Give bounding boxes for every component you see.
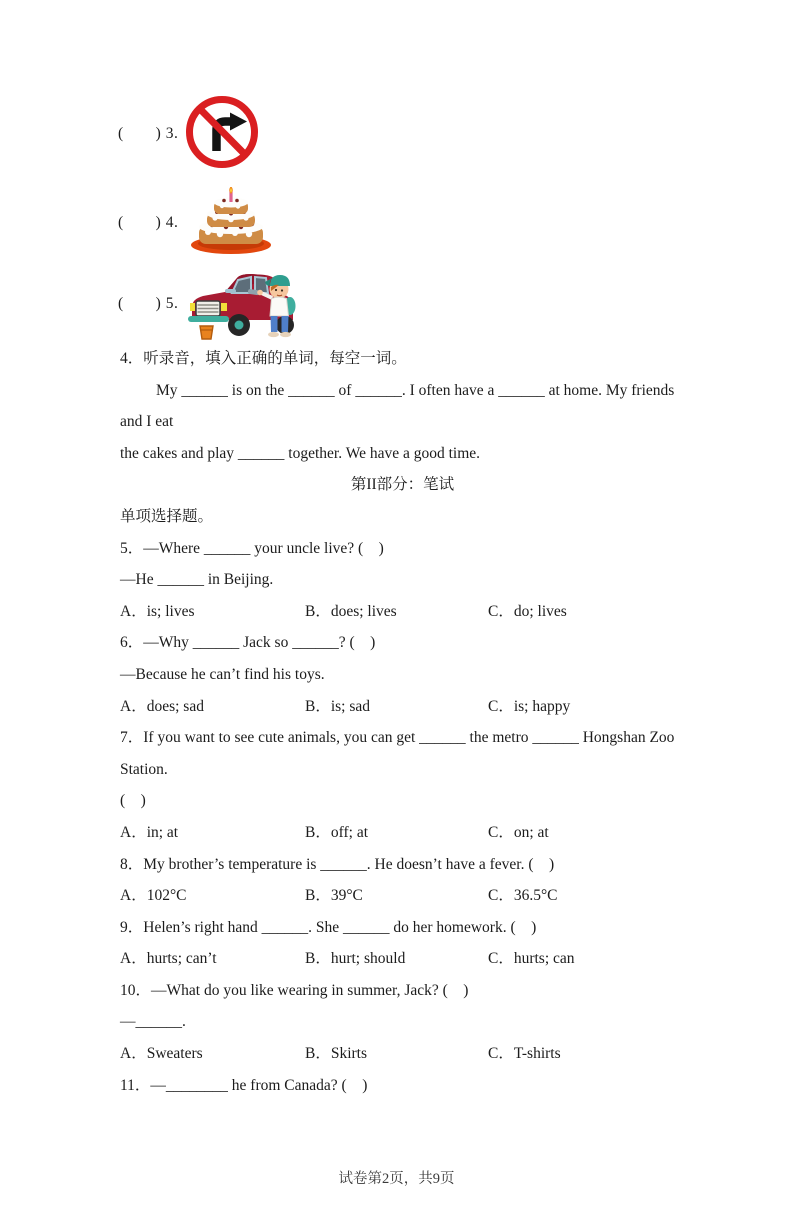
page-footer: 试卷第2页，共9页	[338, 1171, 455, 1187]
dictation-heading: 4．听录音，填入正确的单词，每空一词。	[120, 350, 407, 367]
question-8-line-1: 8．My brother’s temperature is ______. He doesn’t have a fever. ( )	[120, 855, 555, 873]
question-5-line-1: 5．—Where ______ your uncle live? ( )	[120, 539, 384, 557]
question-7-line-2: ( )	[120, 792, 146, 810]
question-9-line-1: 9．Helen’s right hand ______. She ______ do her homework. ( )	[120, 918, 537, 936]
part2-subheading: 单项选择题。	[120, 507, 214, 525]
exam-page	[0, 95, 793, 1217]
boy-washing-car-image	[186, 263, 308, 341]
option-a: A．102°C	[120, 887, 187, 905]
question-10-options	[120, 1038, 685, 1070]
question-7-line-1: 7．If you want to see cute animals, you can get ______ the metro ______ Hongshan Zoo Station.	[120, 729, 679, 778]
question-5-options	[120, 596, 685, 628]
question-5-line-2: —He ______ in Beijing.	[120, 571, 274, 589]
question-6-line-2: —Because he can’t find his toys.	[120, 665, 325, 683]
option-a: A．in; at	[120, 823, 179, 841]
birthday-cake-image	[186, 187, 276, 255]
option-a: A．does; sad	[120, 697, 204, 715]
dictation-line-2: the cakes and play ______ together. We have a good time.	[120, 444, 481, 462]
listening-item-5	[118, 263, 793, 341]
option-c: C．on; at	[488, 823, 549, 841]
option-c: C．is; happy	[488, 697, 571, 715]
option-b: B．hurt; should	[305, 950, 406, 968]
answer-blank-3: ( ) 3.	[118, 125, 179, 142]
question-6-options	[120, 691, 685, 723]
answer-blank-4: ( ) 4.	[118, 214, 179, 231]
option-a: A．hurts; can’t	[120, 950, 217, 968]
part2-heading: 第II部分：笔试	[350, 476, 455, 494]
question-9-options	[120, 943, 685, 975]
option-b: B．does; lives	[305, 602, 397, 620]
option-c: C．36.5°C	[488, 887, 558, 905]
option-b: B．Skirts	[305, 1045, 368, 1063]
question-11-line-1: 11．—________ he from Canada? ( )	[120, 1076, 368, 1094]
option-b: B．off; at	[305, 823, 368, 841]
listening-picture-section	[0, 95, 793, 341]
question-10-line-1: 10．—What do you like wearing in summer, Jack? ( )	[120, 981, 469, 999]
no-right-turn-sign-image	[186, 96, 258, 168]
option-c: C．do; lives	[488, 602, 567, 620]
option-b: B．39°C	[305, 887, 363, 905]
listening-item-3	[118, 95, 793, 169]
question-6-line-1: 6．—Why ______ Jack so ______? ( )	[120, 634, 376, 652]
option-a: A．Sweaters	[120, 1045, 203, 1063]
question-10-line-2: —______.	[120, 1013, 186, 1031]
question-8-options	[120, 880, 685, 912]
option-a: A．is; lives	[120, 602, 195, 620]
dictation-line-1: My ______ is on the ______ of ______. I often have a ______ at home. My friends and I eat	[120, 381, 679, 431]
option-c: C．T-shirts	[488, 1045, 561, 1063]
listening-item-4	[118, 187, 793, 255]
answer-blank-5: ( ) 5.	[118, 295, 179, 312]
option-c: C．hurts; can	[488, 950, 575, 968]
question-7-options	[120, 817, 685, 849]
option-b: B．is; sad	[305, 697, 371, 715]
question-text-section	[0, 343, 793, 1101]
